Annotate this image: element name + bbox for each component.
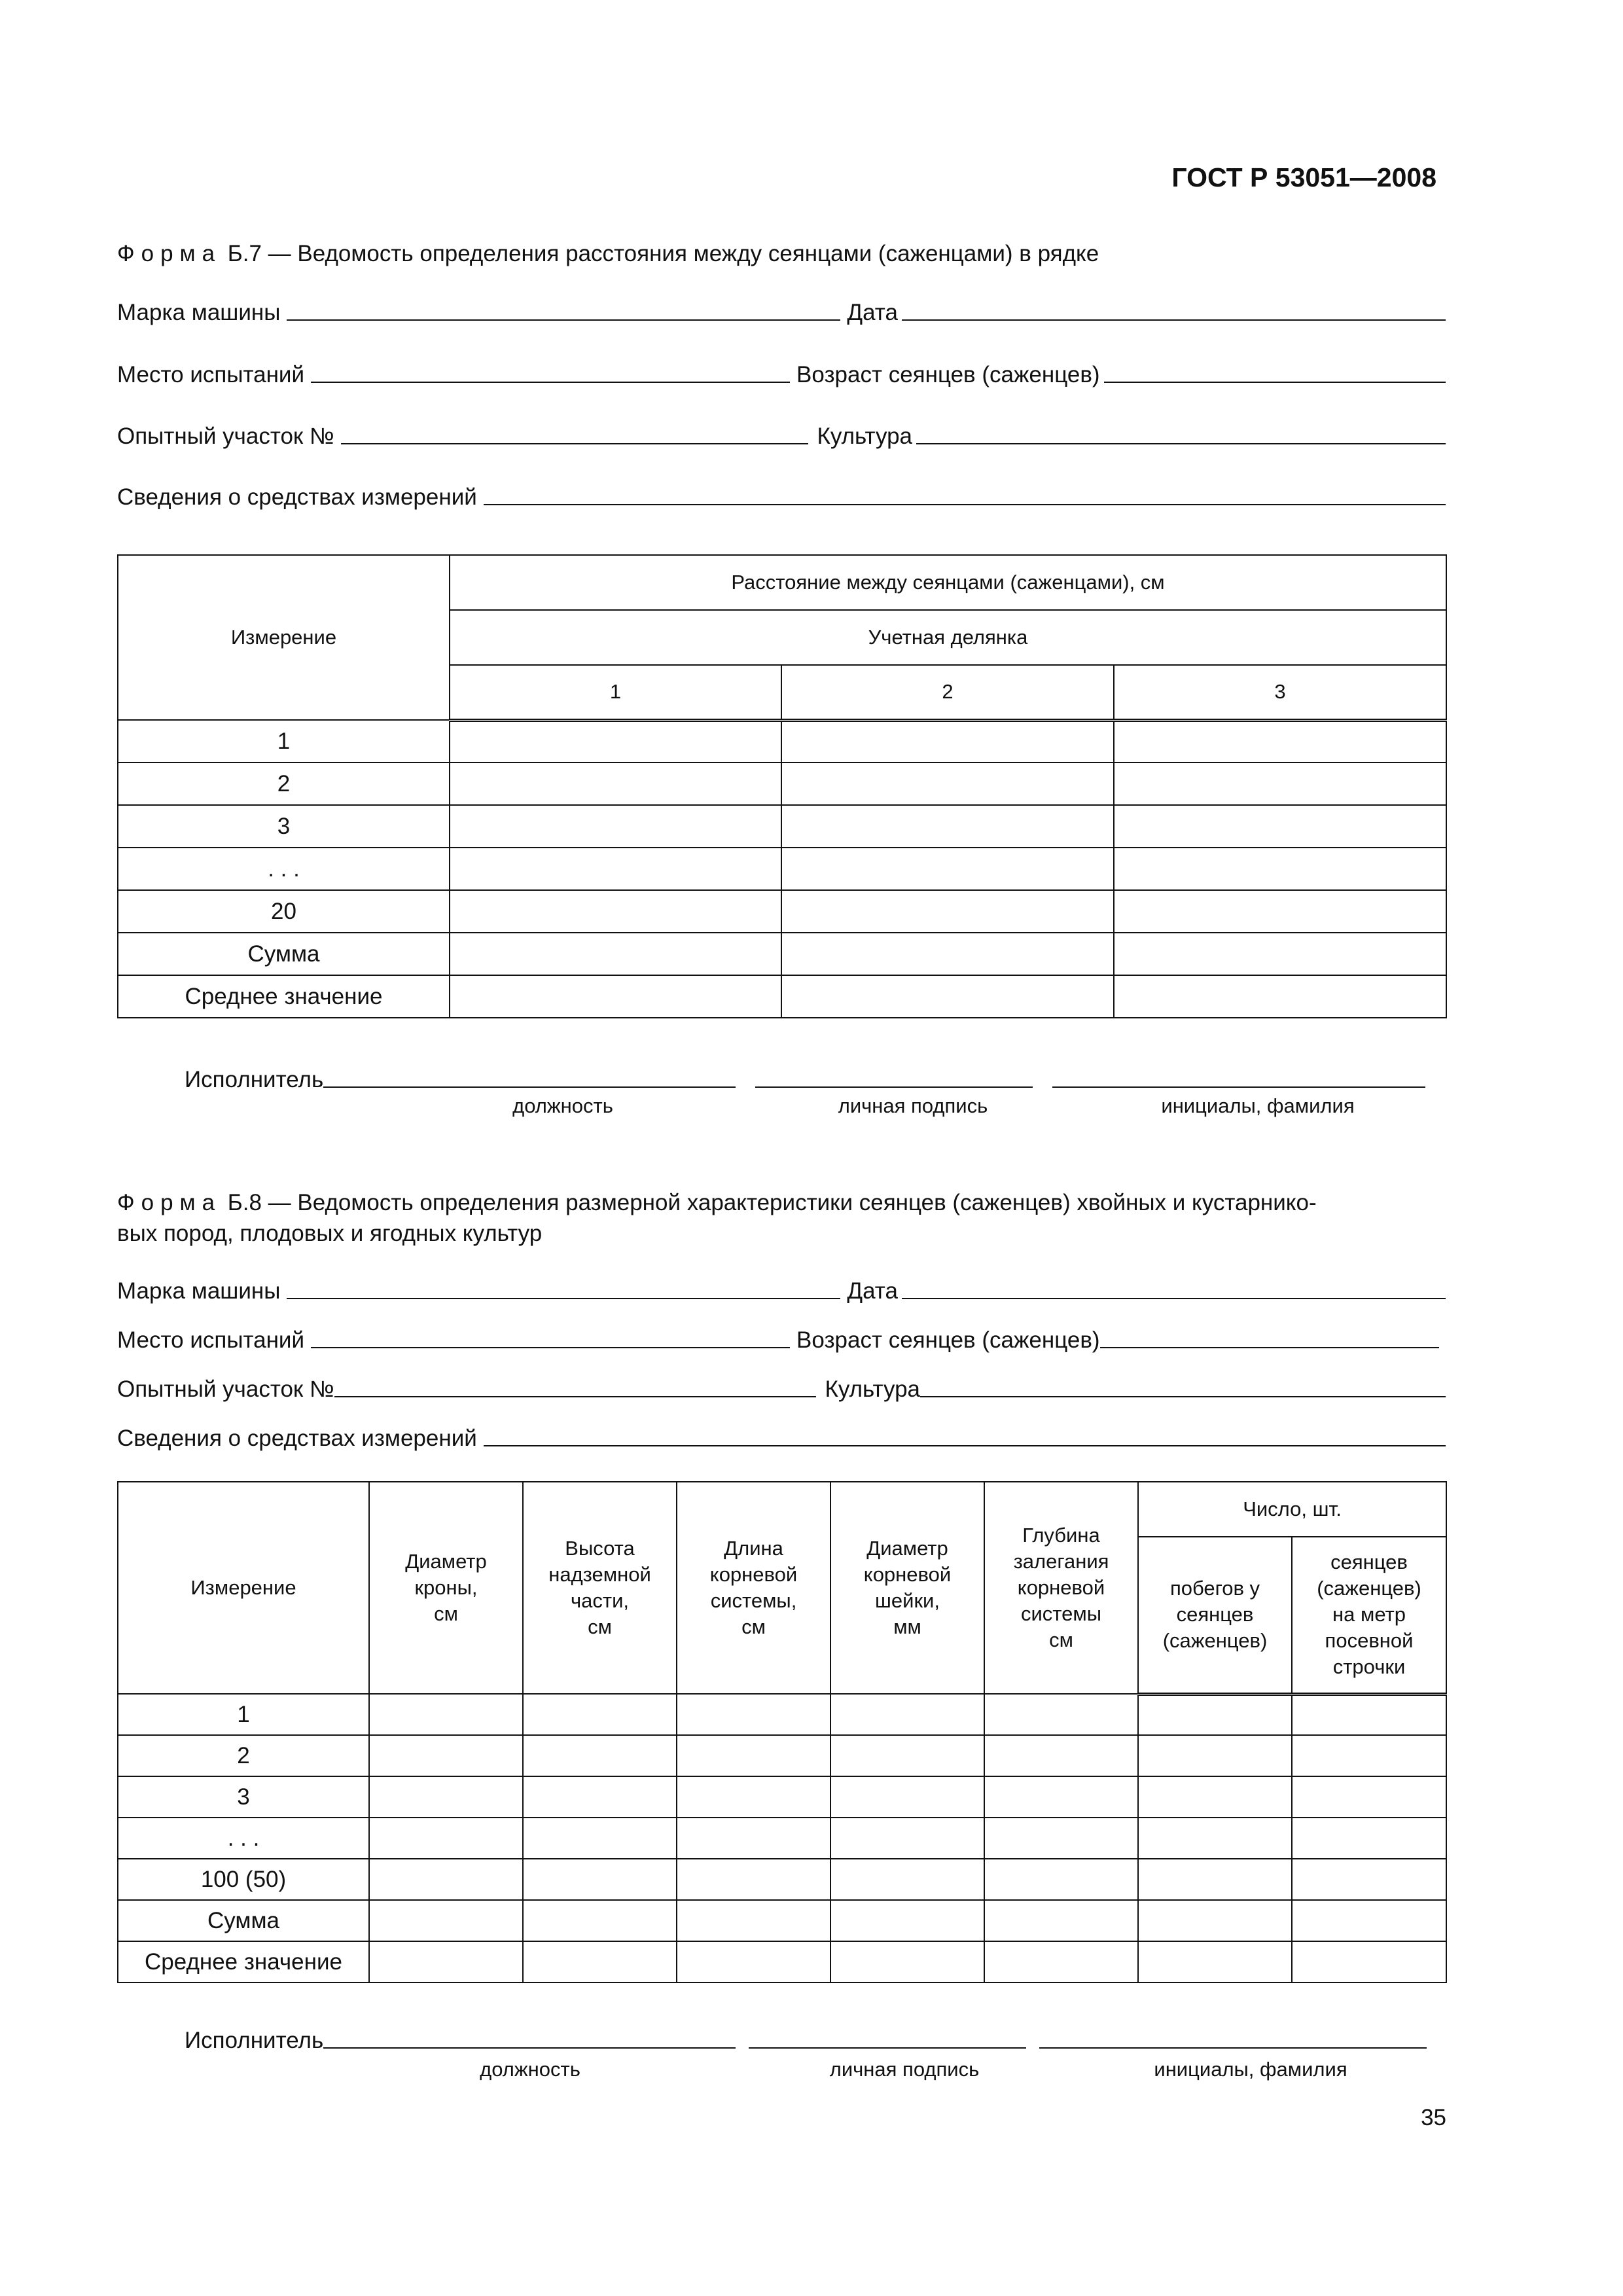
table-cell[interactable] xyxy=(523,1941,677,1982)
table-cell[interactable] xyxy=(830,1694,984,1735)
signature-line[interactable] xyxy=(749,2047,1026,2049)
table-cell[interactable] xyxy=(1114,848,1446,890)
header-text: побегов у xyxy=(1169,1577,1260,1600)
position-caption: должность xyxy=(480,2058,580,2081)
culture-input-line[interactable] xyxy=(916,443,1446,444)
table-cell[interactable] xyxy=(523,1859,677,1900)
form-b8-signature-row xyxy=(185,2021,1446,2054)
table-cell[interactable] xyxy=(1138,1818,1292,1859)
age-input-line[interactable] xyxy=(1104,382,1446,383)
table-cell[interactable] xyxy=(369,1900,523,1941)
form-b7-row-instruments xyxy=(117,478,1446,511)
table-cell[interactable] xyxy=(369,1776,523,1818)
row-label: Сумма xyxy=(118,933,450,975)
table-cell[interactable] xyxy=(830,1900,984,1941)
header-text: корневой xyxy=(709,1563,798,1586)
date-input-line[interactable] xyxy=(902,1298,1446,1299)
table-cell[interactable] xyxy=(369,1818,523,1859)
table-row xyxy=(118,1694,1446,1735)
row-label: 3 xyxy=(118,1776,369,1818)
row-label: Сумма xyxy=(118,1900,369,1941)
table-cell[interactable] xyxy=(984,1859,1138,1900)
page-number: 35 xyxy=(1421,2105,1446,2130)
header-neck-diameter xyxy=(830,1482,984,1694)
machine-label: Марка машины xyxy=(117,300,281,325)
header-root-depth xyxy=(984,1482,1138,1694)
header-text: строчки xyxy=(1332,1655,1406,1679)
form-b7-row-machine xyxy=(117,293,1446,326)
header-text: системы xyxy=(1020,1602,1101,1625)
header-text: см xyxy=(434,1602,458,1625)
row-label: Среднее значение xyxy=(118,975,450,1018)
header-height xyxy=(523,1482,677,1694)
table-cell[interactable] xyxy=(781,805,1114,848)
table-cell[interactable] xyxy=(1114,975,1446,1018)
table-cell[interactable] xyxy=(677,1776,830,1818)
table-cell[interactable] xyxy=(984,1694,1138,1735)
header-text: см xyxy=(1049,1628,1073,1651)
table-cell[interactable] xyxy=(781,933,1114,975)
table-cell[interactable] xyxy=(1292,1735,1446,1776)
header-text: см xyxy=(741,1615,766,1638)
table-cell[interactable] xyxy=(677,1735,830,1776)
table-cell[interactable] xyxy=(984,1735,1138,1776)
table-cell[interactable] xyxy=(450,805,781,848)
table-cell[interactable] xyxy=(1292,1900,1446,1941)
row-label: 1 xyxy=(118,1694,369,1735)
header-text: Диаметр xyxy=(866,1537,948,1560)
table-cell[interactable] xyxy=(830,1735,984,1776)
header-root-length xyxy=(677,1482,830,1694)
table-cell[interactable] xyxy=(781,975,1114,1018)
row-label: . . . xyxy=(118,848,450,890)
form-b8-row-place xyxy=(117,1321,1446,1354)
table-cell[interactable] xyxy=(1292,1776,1446,1818)
header-text: корневой xyxy=(1017,1576,1105,1599)
row-label: Среднее значение xyxy=(118,1941,369,1982)
table-cell[interactable] xyxy=(450,848,781,890)
table-cell[interactable] xyxy=(1114,890,1446,933)
table-cell[interactable] xyxy=(369,1694,523,1735)
form-b7-table xyxy=(117,554,1447,1018)
table-row xyxy=(118,1941,1446,1982)
form-b8-row-plot xyxy=(117,1370,1446,1403)
plot-label: Опытный участок № xyxy=(117,1376,334,1402)
table-cell[interactable] xyxy=(1138,1776,1292,1818)
header-shoots xyxy=(1138,1537,1292,1694)
name-caption: инициалы, фамилия xyxy=(1161,1094,1355,1117)
table-cell[interactable] xyxy=(369,1859,523,1900)
header-text: сеянцев xyxy=(1330,1551,1408,1574)
executor-label: Исполнитель xyxy=(185,2028,324,2053)
header-text: корневой xyxy=(863,1563,952,1586)
header-text: (саженцев) xyxy=(1162,1629,1268,1653)
table-row xyxy=(118,1859,1446,1900)
culture-label: Культура xyxy=(825,1376,921,1402)
table-row xyxy=(118,762,1446,805)
position-caption: должность xyxy=(512,1094,613,1117)
signature-caption: личная подпись xyxy=(829,2058,980,2081)
machine-input-line[interactable] xyxy=(287,319,840,321)
signature-line[interactable] xyxy=(755,1086,1033,1088)
row-label: 1 xyxy=(118,720,450,762)
table-cell[interactable] xyxy=(1114,720,1446,762)
form-b8-title xyxy=(117,1187,1439,1249)
header-count: Число, шт. xyxy=(1138,1482,1446,1537)
header-plot-1: 1 xyxy=(450,665,781,720)
header-plot-group: Учетная делянка xyxy=(450,610,1446,665)
age-label: Возраст сеянцев (саженцев) xyxy=(796,1327,1100,1353)
position-line[interactable] xyxy=(323,1086,736,1088)
table-cell[interactable] xyxy=(781,762,1114,805)
table-cell[interactable] xyxy=(523,1694,677,1735)
table-cell[interactable] xyxy=(677,1818,830,1859)
position-line[interactable] xyxy=(323,2047,736,2049)
machine-input-line[interactable] xyxy=(287,1298,840,1299)
table-cell[interactable] xyxy=(1138,1735,1292,1776)
header-plot-3: 3 xyxy=(1114,665,1446,720)
table-cell[interactable] xyxy=(450,720,781,762)
instruments-input-line[interactable] xyxy=(484,504,1446,505)
instruments-label: Сведения о средствах измерений xyxy=(117,1426,477,1451)
table-cell[interactable] xyxy=(523,1735,677,1776)
row-label: . . . xyxy=(118,1818,369,1859)
date-input-line[interactable] xyxy=(902,319,1446,321)
header-measurement: Измерение xyxy=(118,1482,369,1694)
date-label: Дата xyxy=(847,1278,898,1304)
table-cell[interactable] xyxy=(677,1900,830,1941)
table-cell[interactable] xyxy=(781,848,1114,890)
row-label: 100 (50) xyxy=(118,1859,369,1900)
header-text: Высота xyxy=(565,1537,635,1560)
table-cell[interactable] xyxy=(781,720,1114,762)
form-b8-title-prefix: Форма xyxy=(117,1190,222,1215)
culture-label: Культура xyxy=(817,423,913,449)
header-distance: Расстояние между сеянцами (саженцами), см xyxy=(450,555,1446,610)
table-cell[interactable] xyxy=(450,975,781,1018)
table-cell[interactable] xyxy=(1138,1694,1292,1735)
date-label: Дата xyxy=(847,300,898,325)
table-cell[interactable] xyxy=(523,1776,677,1818)
table-cell[interactable] xyxy=(369,1735,523,1776)
table-cell[interactable] xyxy=(450,933,781,975)
age-label: Возраст сеянцев (саженцев) xyxy=(796,362,1100,387)
table-row xyxy=(118,1818,1446,1859)
table-cell[interactable] xyxy=(984,1900,1138,1941)
table-cell[interactable] xyxy=(1138,1941,1292,1982)
plot-input-line[interactable] xyxy=(334,1396,816,1397)
form-b8-table xyxy=(117,1481,1447,1983)
header-text: надземной xyxy=(548,1563,651,1586)
table-row xyxy=(118,805,1446,848)
header-text: Глубина xyxy=(1022,1524,1100,1547)
table-cell[interactable] xyxy=(1292,1694,1446,1735)
table-cell[interactable] xyxy=(450,762,781,805)
row-label: 2 xyxy=(118,1735,369,1776)
table-cell[interactable] xyxy=(830,1776,984,1818)
header-text: шейки, xyxy=(875,1589,940,1612)
table-row xyxy=(118,975,1446,1018)
table-cell[interactable] xyxy=(523,1900,677,1941)
machine-label: Марка машины xyxy=(117,1278,281,1304)
plot-label: Опытный участок № xyxy=(117,423,334,449)
table-row xyxy=(118,1735,1446,1776)
header-text: посевной xyxy=(1325,1629,1414,1653)
form-b7-signature-row xyxy=(185,1060,1446,1093)
name-line[interactable] xyxy=(1039,2047,1427,2049)
header-text: Длина xyxy=(724,1537,783,1560)
table-row xyxy=(118,933,1446,975)
table-row xyxy=(118,890,1446,933)
table-cell[interactable] xyxy=(830,1818,984,1859)
name-caption: инициалы, фамилия xyxy=(1154,2058,1347,2081)
table-cell[interactable] xyxy=(677,1694,830,1735)
executor-label: Исполнитель xyxy=(185,1067,324,1092)
header-text: части, xyxy=(570,1589,630,1612)
table-row xyxy=(118,1900,1446,1941)
table-cell[interactable] xyxy=(1114,762,1446,805)
table-cell[interactable] xyxy=(1292,1818,1446,1859)
header-seedlings-per-meter xyxy=(1292,1537,1446,1694)
table-cell[interactable] xyxy=(677,1941,830,1982)
culture-input-line[interactable] xyxy=(920,1396,1446,1397)
header-text: сеянцев xyxy=(1176,1603,1254,1626)
table-cell[interactable] xyxy=(984,1818,1138,1859)
row-label: 3 xyxy=(118,805,450,848)
instruments-input-line[interactable] xyxy=(484,1445,1446,1446)
instruments-label: Сведения о средствах измерений xyxy=(117,484,477,510)
signature-caption: личная подпись xyxy=(838,1094,988,1117)
form-b7-title xyxy=(117,238,1439,269)
table-cell[interactable] xyxy=(984,1941,1138,1982)
header-text: Диаметр xyxy=(405,1550,487,1573)
table-cell[interactable] xyxy=(984,1776,1138,1818)
header-text: (саженцев) xyxy=(1317,1577,1421,1600)
header-text: мм xyxy=(893,1615,921,1638)
table-cell[interactable] xyxy=(1114,933,1446,975)
header-text: на метр xyxy=(1332,1603,1406,1626)
table-cell[interactable] xyxy=(830,1859,984,1900)
table-row xyxy=(118,720,1446,762)
table-cell[interactable] xyxy=(781,890,1114,933)
table-row xyxy=(118,848,1446,890)
place-label: Место испытаний xyxy=(117,1327,305,1353)
form-b8-row-instruments xyxy=(117,1419,1446,1452)
document-code: ГОСТ Р 53051—2008 xyxy=(1171,162,1436,192)
table-row xyxy=(118,1776,1446,1818)
header-measurement: Измерение xyxy=(118,555,450,720)
table-cell[interactable] xyxy=(523,1818,677,1859)
form-b7-row-plot xyxy=(117,417,1446,450)
table-cell[interactable] xyxy=(1292,1859,1446,1900)
header-text: залегания xyxy=(1013,1550,1109,1573)
table-cell[interactable] xyxy=(1114,805,1446,848)
table-cell[interactable] xyxy=(450,890,781,933)
header-text: системы, xyxy=(710,1589,797,1612)
row-label: 2 xyxy=(118,762,450,805)
header-crown-diameter xyxy=(369,1482,523,1694)
table-cell[interactable] xyxy=(1138,1859,1292,1900)
row-label: 20 xyxy=(118,890,450,933)
table-cell[interactable] xyxy=(677,1859,830,1900)
header-plot-2: 2 xyxy=(781,665,1114,720)
plot-input-line[interactable] xyxy=(341,443,808,444)
form-b8-row-machine xyxy=(117,1272,1446,1304)
header-text: кроны, xyxy=(414,1576,478,1599)
form-b7-row-place xyxy=(117,355,1446,388)
age-input-line[interactable] xyxy=(1100,1347,1439,1348)
form-b8-title-text: Б.8 — Ведомость определения размерной характеристики сеянцев (саженцев) хвойных и кустарнико- xyxy=(221,1190,1317,1215)
table-cell[interactable] xyxy=(369,1941,523,1982)
place-input-line[interactable] xyxy=(311,1347,790,1348)
name-line[interactable] xyxy=(1052,1086,1425,1088)
form-b8-title-text2: вых пород, плодовых и ягодных культур xyxy=(117,1221,543,1246)
table-cell[interactable] xyxy=(1138,1900,1292,1941)
form-b7-title-prefix: Форма xyxy=(117,241,222,266)
place-input-line[interactable] xyxy=(311,382,790,383)
header-text: см xyxy=(588,1615,612,1638)
table-cell[interactable] xyxy=(1292,1941,1446,1982)
table-cell[interactable] xyxy=(830,1941,984,1982)
form-b7-title-text: Б.7 — Ведомость определения расстояния между сеянцами (саженцами) в рядке xyxy=(221,241,1099,266)
place-label: Место испытаний xyxy=(117,362,305,387)
